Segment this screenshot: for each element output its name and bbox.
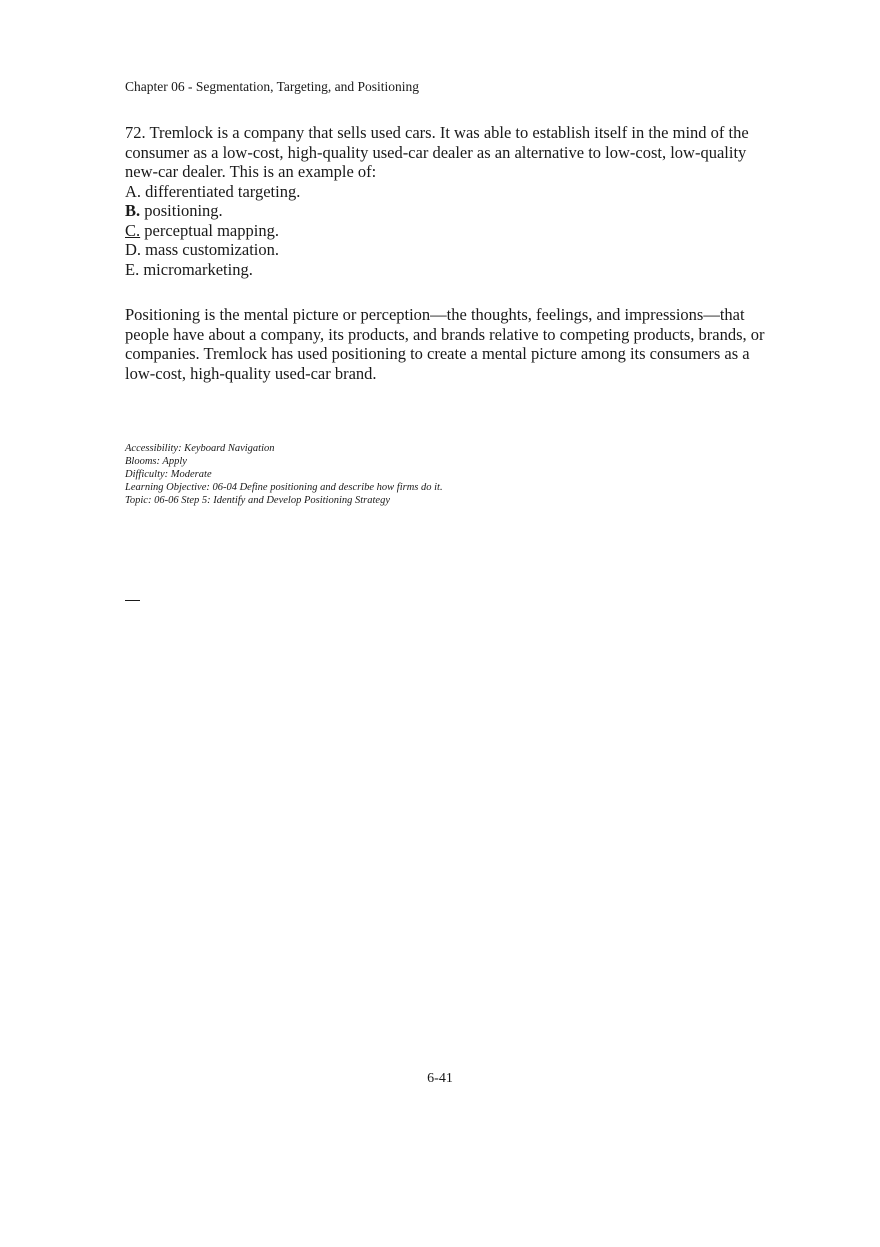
option-text: micromarketing. [139, 259, 253, 279]
answer-options [125, 182, 775, 280]
separator-rule [125, 600, 140, 601]
option-text: mass customization. [141, 240, 279, 259]
option-a [125, 182, 775, 202]
question-metadata [125, 442, 443, 507]
option-text: differentiated targeting. [141, 181, 301, 201]
option-letter: E. [125, 259, 140, 279]
page-number: 6-41 [427, 1071, 453, 1086]
option-letter: A. [125, 181, 142, 201]
metadata-accessibility: Accessibility: Keyboard Navigation [125, 443, 275, 454]
option-e [125, 260, 775, 280]
option-b-correct [125, 201, 775, 221]
answer-explanation: Positioning is the mental picture or perception—the thoughts, feelings, and impressions—that people have about a company, its products, and brands relative to competing products, brands, or companies. Tremlock has used positioning to create a mental picture among its consumers as a low-cost, high-quality used-car brand. [125, 305, 765, 383]
option-letter: B. [125, 201, 141, 220]
metadata-blooms: Blooms: Apply [125, 456, 187, 467]
option-letter: C. [125, 220, 141, 240]
option-letter: D. [125, 240, 142, 259]
option-d [125, 240, 775, 260]
chapter-header: Chapter 06 - Segmentation, Targeting, and Positioning [125, 79, 420, 94]
metadata-learning-objective: Learning Objective: 06-04 Define positioning and describe how firms do it. [125, 482, 443, 493]
question-text: 72. Tremlock is a company that sells used cars. It was able to establish itself in the mind of the consumer as a low-cost, high-quality used-car dealer as an alternative to low-cost, low-quality new-car dealer. This is an example of: [125, 123, 749, 181]
option-text: positioning. [140, 201, 223, 220]
question-block [125, 123, 775, 279]
metadata-difficulty: Difficulty: Moderate [125, 469, 212, 480]
metadata-topic: Topic: 06-06 Step 5: Identify and Develop Positioning Strategy [125, 495, 390, 506]
option-c [125, 221, 775, 241]
option-text: perceptual mapping. [140, 220, 279, 240]
